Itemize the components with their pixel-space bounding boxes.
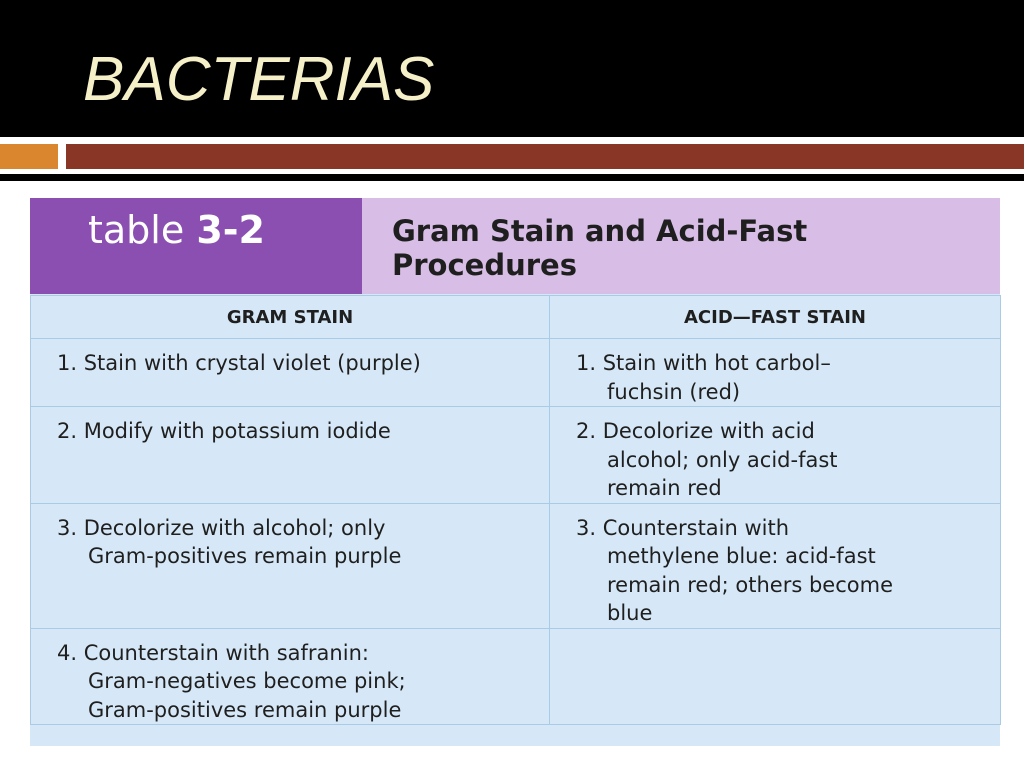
table-cell <box>31 407 550 504</box>
cell-text: 1. Stain with crystal violet (purple) <box>57 351 421 375</box>
table-cell <box>550 503 1001 628</box>
procedure-table <box>30 295 1001 725</box>
column-header-gram-stain: GRAM STAIN <box>31 296 550 339</box>
accent-divider-line <box>0 174 1024 181</box>
slide-title: BACTERIAS <box>83 45 435 114</box>
table-header-row <box>31 296 1001 339</box>
cell-text: 2. Modify with potassium iodide <box>57 419 391 443</box>
table-cell <box>31 628 550 725</box>
table-label-number: 3-2 <box>196 208 265 252</box>
cell-text: 3. Counterstain with methylene blue: acid-fast remain red; others become blue <box>576 515 893 625</box>
cell-text: 4. Counterstain with safranin: Gram-negatives become pink; Gram-positives remain purple <box>57 640 406 722</box>
cell-text: 2. Decolorize with acid alcohol; only acid-fast remain red <box>576 419 838 500</box>
table-label-panel <box>30 198 362 294</box>
table-label <box>88 208 265 252</box>
table-cell <box>550 339 1001 407</box>
table-row <box>31 339 1001 407</box>
column-header-acid-fast-stain: ACID—FAST STAIN <box>550 296 1001 339</box>
accent-bar-orange <box>0 144 58 169</box>
table-label-word: table <box>88 208 185 252</box>
table-cell-empty <box>550 628 1001 725</box>
table-cell <box>31 339 550 407</box>
table-row <box>31 628 1001 725</box>
table-heading: Gram Stain and Acid-Fast Procedures <box>392 214 808 282</box>
table-cell <box>550 407 1001 504</box>
cell-text: 3. Decolorize with alcohol; only Gram-positives remain purple <box>57 515 402 568</box>
table-figure <box>30 198 1000 746</box>
table-row <box>31 503 1001 628</box>
cell-text: 1. Stain with hot carbol– fuchsin (red) <box>576 351 831 404</box>
table-row <box>31 407 1001 504</box>
accent-bar-red <box>66 144 1024 169</box>
table-cell <box>31 503 550 628</box>
table-heading-panel <box>362 198 1000 294</box>
